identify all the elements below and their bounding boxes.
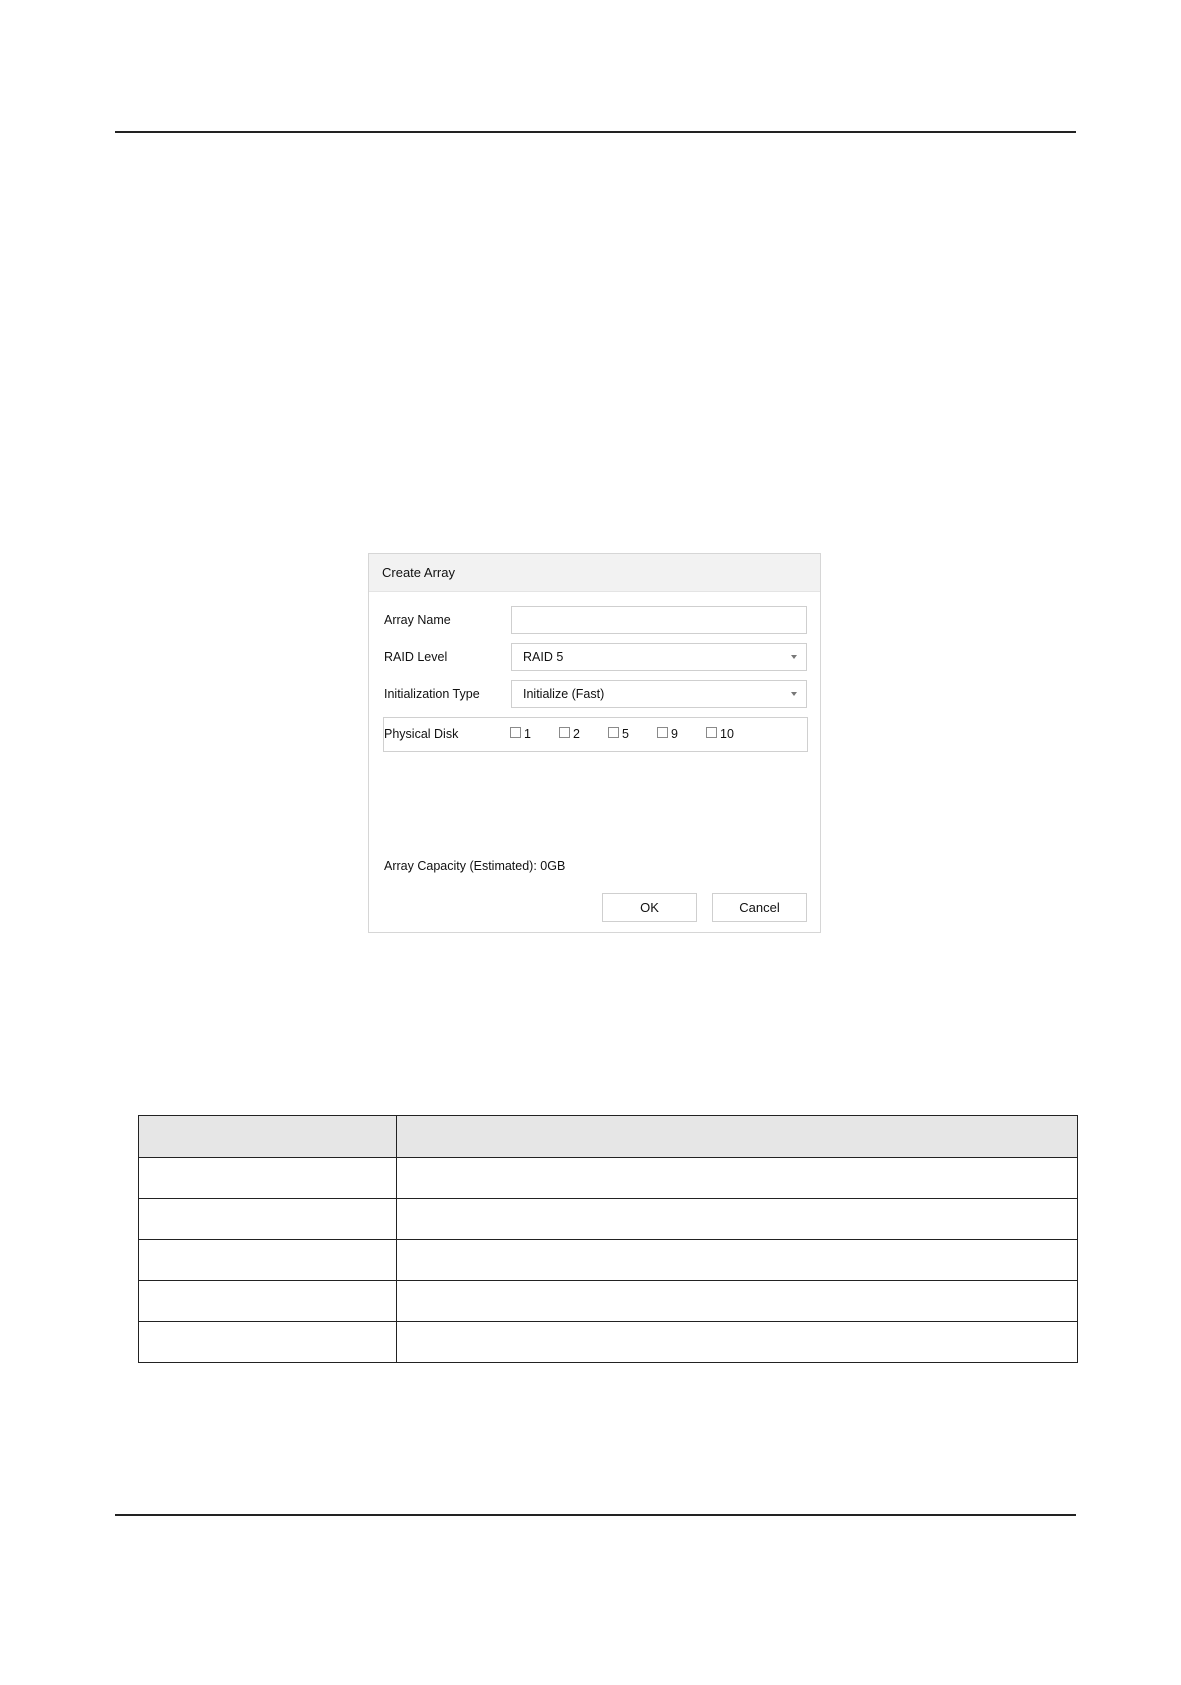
raid-level-label: RAID Level bbox=[384, 650, 448, 664]
disk-label: 10 bbox=[720, 727, 734, 741]
raid-level-row bbox=[384, 643, 808, 671]
init-type-value: Initialize (Fast) bbox=[523, 687, 605, 701]
physical-disk-label: Physical Disk bbox=[384, 727, 459, 741]
table-cell bbox=[139, 1199, 397, 1240]
table-header-cell bbox=[139, 1116, 397, 1158]
table-cell bbox=[139, 1281, 397, 1322]
table-row bbox=[139, 1322, 1078, 1363]
disk-label: 2 bbox=[573, 727, 580, 741]
array-name-input[interactable] bbox=[511, 606, 807, 634]
raid-level-select[interactable] bbox=[511, 643, 807, 671]
disk-label: 5 bbox=[622, 727, 629, 741]
checkbox-icon[interactable] bbox=[657, 727, 668, 738]
table-row bbox=[139, 1240, 1078, 1281]
chevron-down-icon bbox=[791, 692, 797, 696]
table-cell bbox=[139, 1240, 397, 1281]
chevron-down-icon bbox=[791, 655, 797, 659]
disk-checkbox-2[interactable] bbox=[559, 727, 580, 741]
checkbox-icon[interactable] bbox=[608, 727, 619, 738]
array-name-row bbox=[384, 606, 808, 634]
table-cell bbox=[397, 1158, 1078, 1199]
table-cell bbox=[397, 1199, 1078, 1240]
disk-checkbox-5[interactable] bbox=[608, 727, 629, 741]
dialog-title: Create Array bbox=[369, 554, 820, 592]
disk-checkbox-9[interactable] bbox=[657, 727, 678, 741]
physical-disk-row bbox=[383, 717, 808, 752]
table-header-row bbox=[139, 1116, 1078, 1158]
table-row bbox=[139, 1199, 1078, 1240]
footer-rule bbox=[115, 1514, 1076, 1516]
parameter-table bbox=[138, 1115, 1078, 1363]
checkbox-icon[interactable] bbox=[706, 727, 717, 738]
table-cell bbox=[139, 1322, 397, 1363]
raid-level-value: RAID 5 bbox=[523, 650, 564, 664]
table-cell bbox=[397, 1281, 1078, 1322]
disk-checkbox-1[interactable] bbox=[510, 727, 531, 741]
table-header-cell bbox=[397, 1116, 1078, 1158]
init-type-row bbox=[384, 680, 808, 708]
table-row bbox=[139, 1281, 1078, 1322]
create-array-dialog bbox=[368, 553, 821, 933]
array-capacity-text: Array Capacity (Estimated): 0GB bbox=[384, 859, 566, 873]
checkbox-icon[interactable] bbox=[559, 727, 570, 738]
disk-label: 9 bbox=[671, 727, 678, 741]
header-rule bbox=[115, 131, 1076, 133]
checkbox-icon[interactable] bbox=[510, 727, 521, 738]
table-cell bbox=[397, 1240, 1078, 1281]
table-cell bbox=[139, 1158, 397, 1199]
ok-button[interactable]: OK bbox=[602, 893, 697, 922]
cancel-button[interactable]: Cancel bbox=[712, 893, 807, 922]
disk-checkbox-10[interactable] bbox=[706, 727, 734, 741]
table-cell bbox=[397, 1322, 1078, 1363]
array-name-label: Array Name bbox=[384, 613, 451, 627]
init-type-label: Initialization Type bbox=[384, 687, 480, 701]
table-row bbox=[139, 1158, 1078, 1199]
disk-label: 1 bbox=[524, 727, 531, 741]
init-type-select[interactable] bbox=[511, 680, 807, 708]
